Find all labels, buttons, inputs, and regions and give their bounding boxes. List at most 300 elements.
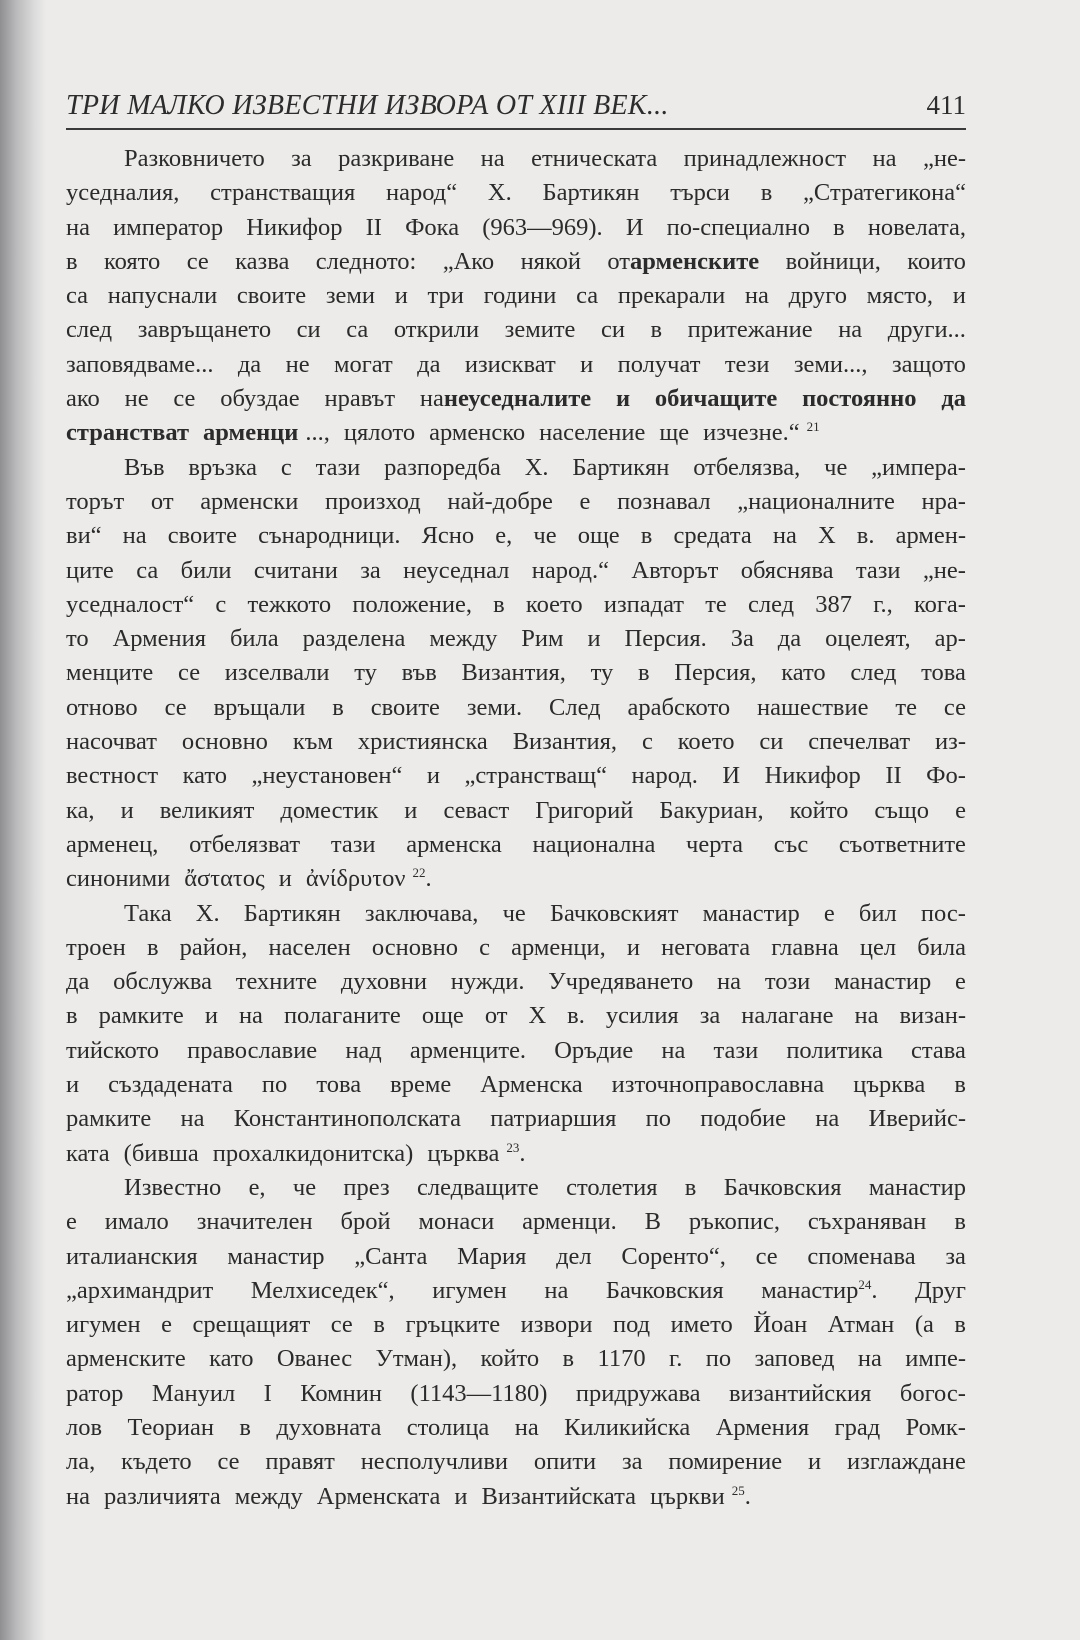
word: арменците. [409, 1036, 527, 1064]
word: етническата [531, 145, 658, 172]
text-line [66, 1377, 966, 1411]
word: че [292, 1173, 317, 1201]
word: новелата, [867, 213, 966, 241]
page-number: 411 [926, 90, 966, 120]
text-line [66, 691, 966, 725]
word: „неустановен“ [251, 762, 403, 790]
word: се [217, 1448, 240, 1476]
word: и [626, 933, 640, 961]
word: произход [324, 487, 421, 515]
word: византийския [729, 1379, 872, 1407]
word: Фока [405, 213, 460, 241]
text-line [66, 451, 966, 485]
word: за [360, 556, 381, 584]
word: с [215, 590, 227, 618]
word: ту [354, 659, 377, 687]
word: на [122, 522, 147, 550]
word: не [285, 350, 310, 378]
word: и [952, 282, 966, 310]
word: брой [340, 1208, 391, 1236]
word: в [760, 179, 773, 207]
word: народ“ [386, 179, 458, 207]
word: район, [179, 933, 248, 961]
word: че [533, 522, 557, 550]
word: и [404, 796, 418, 824]
word: несполучливи [360, 1448, 509, 1476]
word: Константинополската [233, 1105, 462, 1133]
word: нашествие [757, 693, 869, 721]
word: торът [66, 487, 125, 515]
word: изселвали [224, 659, 330, 687]
book-page [66, 84, 966, 1514]
word: Бачковският [549, 899, 679, 927]
word: се [755, 1242, 778, 1270]
word: са [576, 282, 599, 310]
word: години [483, 282, 557, 310]
word: Византийската [481, 1482, 637, 1510]
word: църква $^{23}$. [427, 1139, 526, 1167]
word: усилия [605, 1002, 679, 1030]
word: Учредяването [548, 968, 694, 996]
word: придружава [575, 1379, 701, 1407]
word: в [66, 1002, 78, 1030]
word: над [345, 1036, 382, 1064]
word: и [394, 282, 408, 310]
word: и [66, 1071, 80, 1099]
text-line [66, 931, 966, 965]
word: в [146, 933, 159, 961]
word: да [237, 350, 262, 378]
word: великият [159, 796, 255, 824]
word: на [238, 1002, 263, 1030]
word: II [885, 762, 902, 790]
word: прохалкидонитска) [212, 1139, 414, 1167]
word: синоними [66, 865, 171, 893]
word: връзка [188, 453, 257, 481]
word: църкви $^{25}$. [650, 1482, 751, 1510]
word: и [615, 385, 631, 413]
word: своите [167, 522, 237, 550]
word: арменска [406, 830, 502, 858]
word: ка, [66, 796, 95, 824]
word: че [502, 899, 526, 927]
word: неуседнал [403, 556, 510, 584]
word: обяснява [740, 556, 834, 584]
word: не [124, 385, 149, 413]
word: своите [236, 282, 307, 310]
word: пос- [920, 899, 966, 927]
word: помирение [668, 1448, 783, 1476]
word: изпадат [603, 590, 685, 618]
word: Теориан [127, 1413, 214, 1441]
word: за [622, 1448, 643, 1476]
word: „импера- [871, 453, 966, 481]
word: Х [817, 522, 836, 550]
word: тежкото [247, 590, 332, 618]
word: визан- [899, 1002, 966, 1030]
word: ар- [934, 625, 966, 653]
word: „странстващ“ [464, 762, 607, 790]
word: в [650, 316, 663, 344]
word: е [66, 1208, 77, 1236]
word: във [401, 659, 437, 687]
word: из- [935, 728, 966, 756]
word: „не- [922, 556, 966, 584]
word: разкриване [338, 145, 455, 172]
word: значителен [196, 1208, 313, 1236]
text-line [66, 416, 966, 450]
word: дел [556, 1242, 592, 1270]
word: „Ако [442, 247, 495, 275]
text-line [66, 656, 966, 690]
word: е, [248, 1173, 266, 1201]
word: след [66, 316, 113, 344]
word: принадлежност [683, 145, 847, 172]
word: е [823, 899, 835, 927]
word: налагане [741, 1002, 834, 1030]
word: арменските [66, 1345, 186, 1373]
word: Авторът [631, 556, 719, 584]
word: през [343, 1173, 390, 1201]
word: могат [333, 350, 393, 378]
word: този [764, 968, 811, 996]
text-line [66, 622, 966, 656]
text-line [66, 1205, 966, 1239]
word: 1170 [597, 1345, 646, 1373]
word: който [789, 796, 849, 824]
word: земи. [466, 693, 523, 721]
word: място, [866, 282, 934, 310]
word: Комнин [300, 1379, 382, 1407]
word: на [180, 1105, 205, 1133]
text-line [66, 1102, 966, 1136]
word: още [421, 1002, 464, 1030]
word: с [479, 933, 490, 961]
word: между [429, 625, 498, 653]
text-line [66, 1411, 966, 1445]
word: импе- [905, 1345, 966, 1373]
word: (1143—1180) [410, 1379, 548, 1407]
word: се [943, 693, 966, 721]
word: казва [235, 247, 290, 275]
word: разпоредба [384, 453, 501, 481]
footnote-marker: 23 [506, 1139, 520, 1155]
text-line [66, 965, 966, 999]
word: арменци. [522, 1208, 617, 1236]
word: Персия. [624, 625, 707, 653]
word: Никифор [246, 213, 343, 241]
word: положение, [352, 590, 472, 618]
word: тази [315, 453, 361, 481]
word: обслужва [113, 968, 212, 996]
text-line [66, 313, 966, 347]
word: имало [104, 1208, 169, 1236]
word: считани [253, 556, 338, 584]
text-line [66, 999, 966, 1033]
word: национална [532, 830, 656, 858]
text-line [66, 794, 966, 828]
word: където [121, 1448, 192, 1476]
word: Разковничето [124, 145, 265, 172]
page-gutter-shadow [0, 0, 46, 1640]
word: г. [668, 1345, 683, 1373]
word: разделена [302, 625, 406, 653]
word: неговата [661, 933, 751, 961]
word: заповядваме... [66, 350, 214, 378]
word: патриаршия [490, 1105, 617, 1133]
word: народ. [631, 762, 698, 790]
word: с [641, 728, 653, 756]
footnote-marker: 22 [412, 865, 426, 881]
word: православие [187, 1036, 318, 1064]
text-line [66, 176, 966, 210]
word: и [807, 1448, 822, 1476]
word: ἄστατος [184, 865, 265, 893]
word: си [296, 316, 321, 344]
word: духовни [340, 968, 427, 996]
word: Х. [524, 453, 549, 481]
word: италианския [66, 1242, 198, 1270]
word: населен [268, 933, 351, 961]
word: подобие [700, 1105, 787, 1133]
word: I [263, 1379, 272, 1407]
word: „Стратегикона“ [803, 179, 966, 207]
text-line [66, 279, 966, 313]
word: търси [670, 179, 730, 207]
word: то [66, 625, 89, 653]
word: манастир [834, 968, 932, 996]
word: в [562, 1345, 575, 1373]
word: Утман), [375, 1345, 458, 1373]
word: и [120, 796, 134, 824]
word: севаст [443, 796, 510, 824]
word: следващите [416, 1173, 539, 1201]
word: в [954, 1071, 966, 1099]
word: на [744, 282, 769, 310]
word: на [66, 213, 90, 241]
word: е [955, 796, 966, 824]
text-line [66, 1274, 966, 1308]
word: на [544, 1276, 569, 1304]
word: в [954, 1208, 966, 1236]
word: Йоан [753, 1311, 808, 1339]
word: на [66, 1482, 90, 1510]
word: Във [124, 453, 165, 481]
word: още [577, 522, 620, 550]
word: бил [858, 899, 897, 927]
word: и [580, 350, 594, 378]
word: манастир [868, 1173, 966, 1201]
word: в [239, 1413, 251, 1441]
word: игумен [66, 1311, 141, 1339]
word: столица [406, 1413, 490, 1441]
word: правят [265, 1448, 335, 1476]
running-header [66, 84, 966, 130]
word: народ.“ [531, 556, 610, 584]
text-line [66, 382, 966, 416]
word: Бакуриан, [659, 796, 764, 824]
word: по [645, 1105, 671, 1133]
word: вестност [66, 762, 159, 790]
word: изискват [464, 350, 556, 378]
word: и [204, 1002, 218, 1030]
word: си [600, 316, 625, 344]
word: била [917, 933, 966, 961]
word: Бачковския [723, 1173, 842, 1201]
word: Иверийс- [868, 1105, 966, 1133]
word: е, [495, 522, 513, 550]
word: нанеуседналите [419, 385, 592, 413]
text-line [66, 485, 966, 519]
word: рамките [66, 1105, 152, 1133]
word: прекарали [617, 282, 726, 310]
word: Оръдие [554, 1036, 634, 1064]
word: отбелязват [189, 830, 301, 858]
word: което [677, 728, 735, 756]
word: Персия, [674, 659, 757, 687]
word: Х. [195, 899, 220, 927]
word: за [291, 145, 312, 172]
word: Мануил [151, 1379, 236, 1407]
word: на [872, 145, 897, 172]
word: Киликийска [564, 1413, 691, 1441]
word: е [579, 487, 591, 515]
word: армен- [895, 522, 966, 550]
word: нра- [921, 487, 966, 515]
word: на [514, 1413, 539, 1441]
word: изглаждане [846, 1448, 966, 1476]
word: основно [181, 728, 268, 756]
word: да [941, 385, 966, 413]
word: И [625, 213, 644, 241]
text-line [66, 245, 966, 279]
word: тийското [66, 1036, 160, 1064]
word: в [493, 590, 505, 618]
text-line [66, 211, 966, 245]
footnote-marker: 25 [731, 1482, 745, 1498]
word: изчезне.“ $^{21}$ [703, 419, 820, 447]
word: тази [713, 1036, 759, 1064]
word: църква [853, 1071, 926, 1099]
word: също [874, 796, 930, 824]
text-line [66, 588, 966, 622]
word: заповед [754, 1345, 835, 1373]
word: за [699, 1002, 721, 1030]
word: в. [567, 1002, 585, 1030]
word: на [717, 968, 742, 996]
word: която [103, 247, 161, 275]
word: срещащият [192, 1311, 311, 1339]
word: създадената [108, 1071, 233, 1099]
word: Ованес [276, 1345, 353, 1373]
word: Мелхиседек“, [250, 1276, 395, 1304]
text-line [66, 348, 966, 382]
word: в [637, 659, 650, 687]
word: различията [104, 1482, 221, 1510]
word: отбелязва, [693, 453, 801, 481]
word: население [539, 419, 646, 447]
word: ту [590, 659, 614, 687]
word: Бачковския [605, 1276, 724, 1304]
word: по-специално [666, 213, 810, 241]
word: да [66, 968, 90, 996]
body-text [66, 142, 966, 1514]
word: че [824, 453, 848, 481]
word: открили [393, 316, 480, 344]
word: черта [686, 830, 744, 858]
word: се [178, 659, 201, 687]
word: игумен [432, 1276, 507, 1304]
word: техните [235, 968, 318, 996]
word: ратор [66, 1379, 124, 1407]
word: И [722, 762, 741, 790]
word: от [150, 487, 174, 515]
word: са [66, 282, 89, 310]
text-line [66, 1342, 966, 1376]
word: арменци, [511, 933, 606, 961]
word: на [854, 1002, 879, 1030]
word: към [292, 728, 333, 756]
word: ἀνίδρυτον $^{22}$. [305, 865, 432, 893]
word: отново [66, 693, 138, 721]
footnote-marker: 21 [806, 419, 820, 435]
word: да [777, 625, 802, 653]
word: три [427, 282, 464, 310]
word: ви“ [66, 522, 102, 550]
word: Известно [124, 1173, 222, 1201]
word: по [705, 1345, 732, 1373]
word: тази [855, 556, 901, 584]
word: средата [673, 522, 752, 550]
word: Григорий [535, 796, 634, 824]
word: тези [724, 350, 770, 378]
text-line [66, 1068, 966, 1102]
word: това [921, 659, 966, 687]
text-line [66, 759, 966, 793]
word: 387 [815, 590, 853, 618]
word: За [730, 625, 754, 653]
word: арменци ..., [203, 419, 330, 447]
text-line [66, 1480, 966, 1514]
word: обичащите [654, 385, 778, 413]
word: гръцките [405, 1311, 501, 1339]
text-line [66, 554, 966, 588]
word: на [815, 1105, 840, 1133]
word: са [136, 556, 159, 584]
word: „архимандрит [66, 1276, 214, 1304]
word: те [895, 693, 917, 721]
word: името [670, 1311, 733, 1339]
word: ще [659, 419, 690, 447]
word: в [684, 1173, 697, 1201]
word: Така [124, 899, 172, 927]
word: нужди. [450, 968, 525, 996]
word: става [911, 1036, 966, 1064]
word: друго [788, 282, 847, 310]
word: Рим [521, 625, 564, 653]
word: който [480, 1345, 540, 1373]
word: Византия, [461, 659, 566, 687]
word: най-добре [447, 487, 553, 515]
word: и [426, 762, 441, 790]
word: била [229, 625, 279, 653]
word: ката [66, 1139, 110, 1167]
word: си [759, 728, 784, 756]
word: нравът [324, 385, 396, 413]
word: Ясно [421, 522, 475, 550]
word: Друг [915, 1276, 966, 1304]
word: рамките [98, 1002, 184, 1030]
